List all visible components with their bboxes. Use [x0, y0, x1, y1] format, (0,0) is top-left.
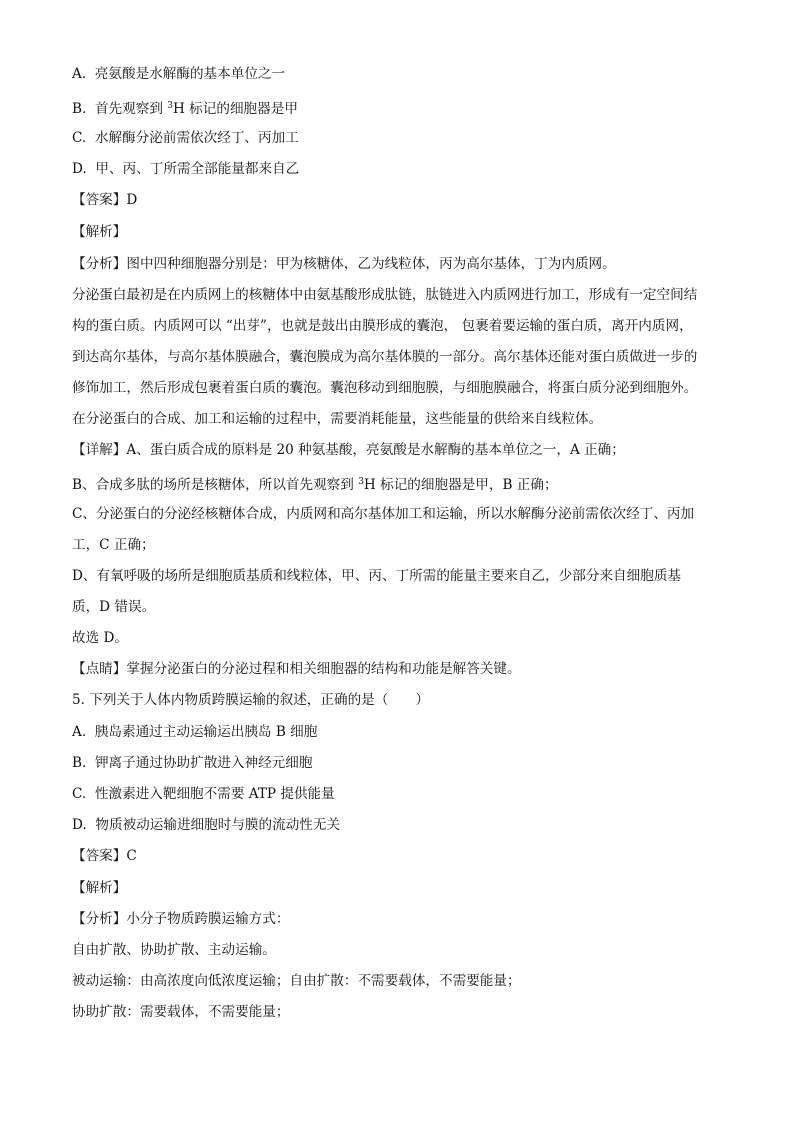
q4-detail-b: B、合成多肽的场所是核糖体，所以首先观察到 $^3$H 标记的细胞器是甲，B 正确；	[72, 477, 558, 493]
q4-answer: 【答案】D	[72, 192, 138, 208]
q4-option-d: D. 甲、丙、丁所需全部能量都来自乙	[72, 161, 300, 177]
q4-key-point: 【点睛】掌握分泌蛋白的分泌过程和相关细胞器的结构和功能是解答关键。	[72, 661, 521, 677]
q4-detail-d: D、有氧呼吸的场所是细胞质基质和线粒体，甲、丙、丁所需的能量主要来自乙，少部分来自细胞质基	[72, 568, 682, 584]
q5-analysis-line: 协助扩散：需要载体，不需要能量；	[72, 1004, 290, 1020]
q4-analysis-line: 在分泌蛋白的合成、加工和运输的过程中，需要消耗能量，这些能量的供给来自线粒体。	[72, 411, 603, 427]
q4-detail-c-cont: 工，C 正确；	[72, 537, 155, 553]
q5-analysis-line: 被动运输：由高浓度向低浓度运输；自由扩散：不需要载体，不需要能量；	[72, 973, 521, 989]
q5-option-c: C. 性激素进入靶细胞不需要 ATP 提供能量	[72, 786, 335, 802]
q5-analysis-label: 【解析】	[72, 880, 127, 896]
q4-option-b: B. 首先观察到 $^3$H 标记的细胞器是甲	[72, 101, 298, 117]
q5-question: 5. 下列关于人体内物质跨膜运输的叙述，正确的是（ ）	[72, 692, 430, 708]
q4-analysis-line: 构的蛋白质。内质网可以 “出芽”，也就是鼓出由膜形成的囊泡， 包裹着要运输的蛋白质，离开内质网，	[72, 318, 693, 334]
q5-option-a: A. 胰岛素通过主动运输运出胰岛 B 细胞	[72, 724, 318, 740]
q4-analysis-line: 【分析】图中四种细胞器分别是：甲为核糖体，乙为线粒体，丙为高尔基体，丁为内质网。	[72, 256, 616, 272]
q4-choice: 故选 D。	[72, 630, 129, 646]
q4-analysis-line: 修饰加工，然后形成包裹着蛋白质的囊泡。囊泡移动到细胞膜，与细胞膜融合，将蛋白质分泌到细胞外。	[72, 380, 698, 396]
q4-option-c: C. 水解酶分泌前需依次经丁、丙加工	[72, 130, 299, 146]
q4-detail-c: C、分泌蛋白的分泌经核糖体合成，内质网和高尔基体加工和运输，所以水解酶分泌前需依次经丁、丙加	[72, 506, 695, 522]
q5-answer: 【答案】C	[72, 848, 137, 864]
q5-option-b: B. 钾离子通过协助扩散进入神经元细胞	[72, 755, 313, 771]
q4-detail-d-cont: 质，D 错误。	[72, 599, 156, 615]
q5-option-d: D. 物质被动运输进细胞时与膜的流动性无关	[72, 817, 341, 833]
q4-detail-a: 【详解】A、蛋白质合成的原料是 20 种氨基酸，亮氨酸是水解酶的基本单位之一，A 正确；	[72, 442, 625, 458]
q4-analysis-line: 分泌蛋白最初是在内质网上的核糖体中由氨基酸形成肽链，肽链进入内质网进行加工，形成有一定空间结	[72, 287, 698, 303]
q5-analysis-line: 【分析】小分子物质跨膜运输方式：	[72, 911, 290, 927]
q4-analysis-line: 到达高尔基体，与高尔基体膜融合，囊泡膜成为高尔基体膜的一部分。高尔基体还能对蛋白质做进一步的	[72, 349, 698, 365]
q4-option-a: A. 亮氨酸是水解酶的基本单位之一	[72, 66, 286, 82]
q4-analysis-label: 【解析】	[72, 224, 127, 240]
q5-analysis-line: 自由扩散、协助扩散、主动运输。	[72, 942, 276, 958]
